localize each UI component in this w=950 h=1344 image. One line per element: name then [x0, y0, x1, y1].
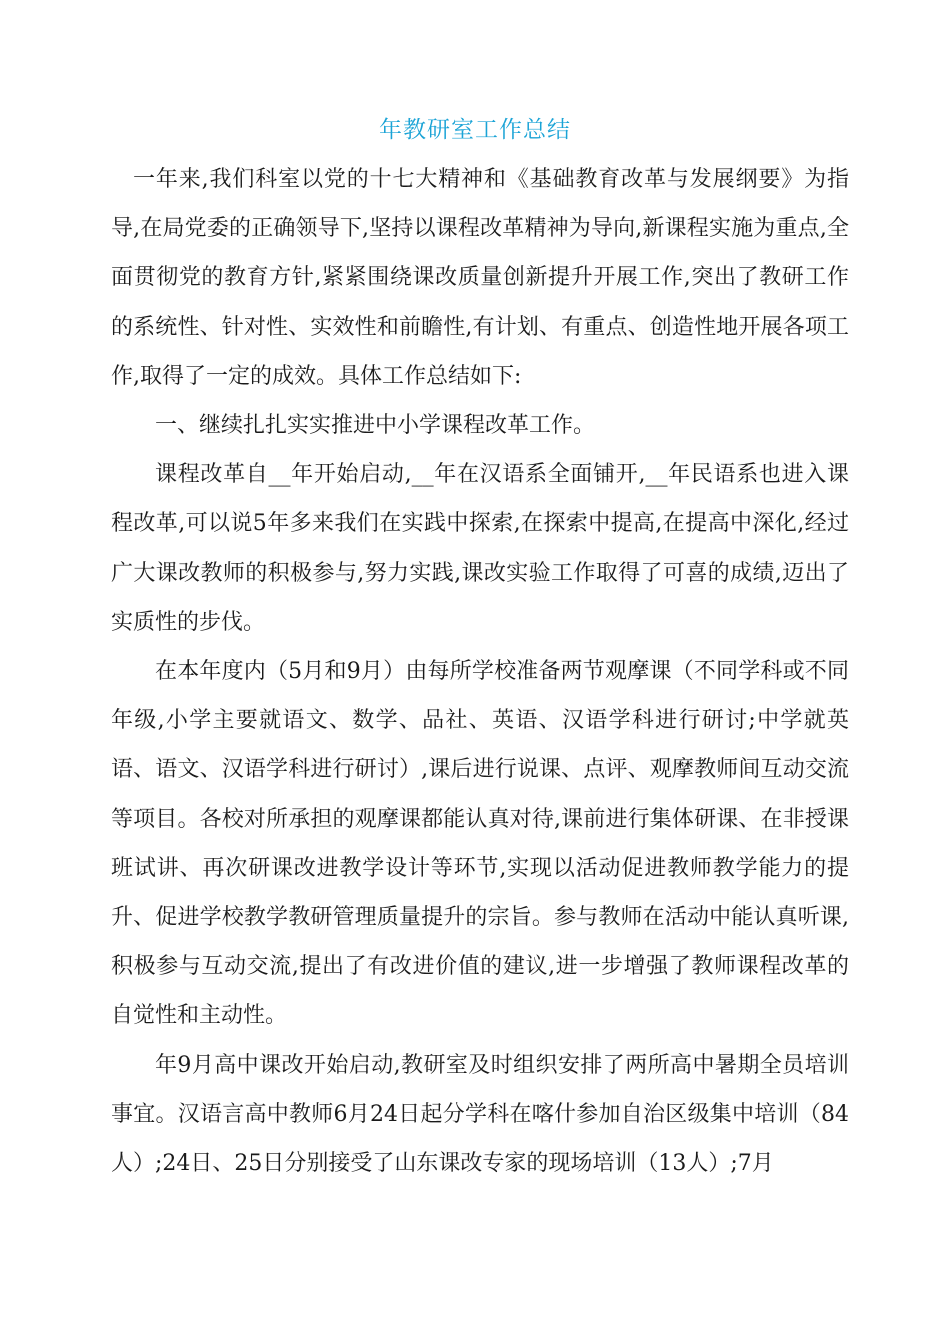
paragraph-curriculum-reform: 课程改革自__年开始启动,__年在汉语系全面铺开,__年民语系也进入课程改革,可以说5年多来我们在实践中探索,在探索中提高,在提高中深化,经过广大课改教师的积极参与,努力实践,课改实验工作取得了可喜的成绩,迈出了实质性的步伐。: [111, 462, 849, 635]
paragraph-intro: 一年来,我们科室以党的十七大精神和《基础教育改革与发展纲要》为指导,在局党委的正确领导下,坚持以课程改革精神为导向,新课程实施为重点,全面贯彻党的教育方针,紧紧围绕课改质量创新提升开展工作,突出了教研工作的系统性、针对性、实效性和前瞻性,有计划、有重点、创造性地开展各项工作,取得了一定的成效。具体工作总结如下:: [111, 167, 849, 389]
paragraph-demonstration-lessons: 在本年度内（5月和9月）由每所学校准备两节观摩课（不同学科或不同年级,小学主要就语文、数学、品社、英语、汉语学科进行研讨;中学就英语、语文、汉语学科进行研讨）,课后进行说课、点评、观摩教师间互动交流等项目。各校对所承担的观摩课都能认真对待,课前进行集体研课、在非授课班试讲、再次研课改进教学设计等环节,实现以活动促进教师教学能力的提升、促进学校教学教研管理质量提升的宗旨。参与教师在活动中能认真听课,积极参与互动交流,提出了有改进价值的建议,进一步增强了教师课程改革的自觉性和主动性。: [111, 659, 849, 1029]
document-title: 年教研室工作总结: [379, 117, 571, 143]
document-body: [111, 155, 849, 1188]
paragraph-section-heading: 一、继续扎扎实实推进中小学课程改革工作。: [155, 413, 596, 439]
paragraph-high-school-reform: 年9月高中课改开始启动,教研室及时组织安排了两所高中暑期全员培训事宜。汉语言高中教师6月24日起分学科在喀什参加自治区级集中培训（84人）;24日、25日分别接受了山东课改专家的现场培训（13人）;7月: [111, 1052, 849, 1177]
